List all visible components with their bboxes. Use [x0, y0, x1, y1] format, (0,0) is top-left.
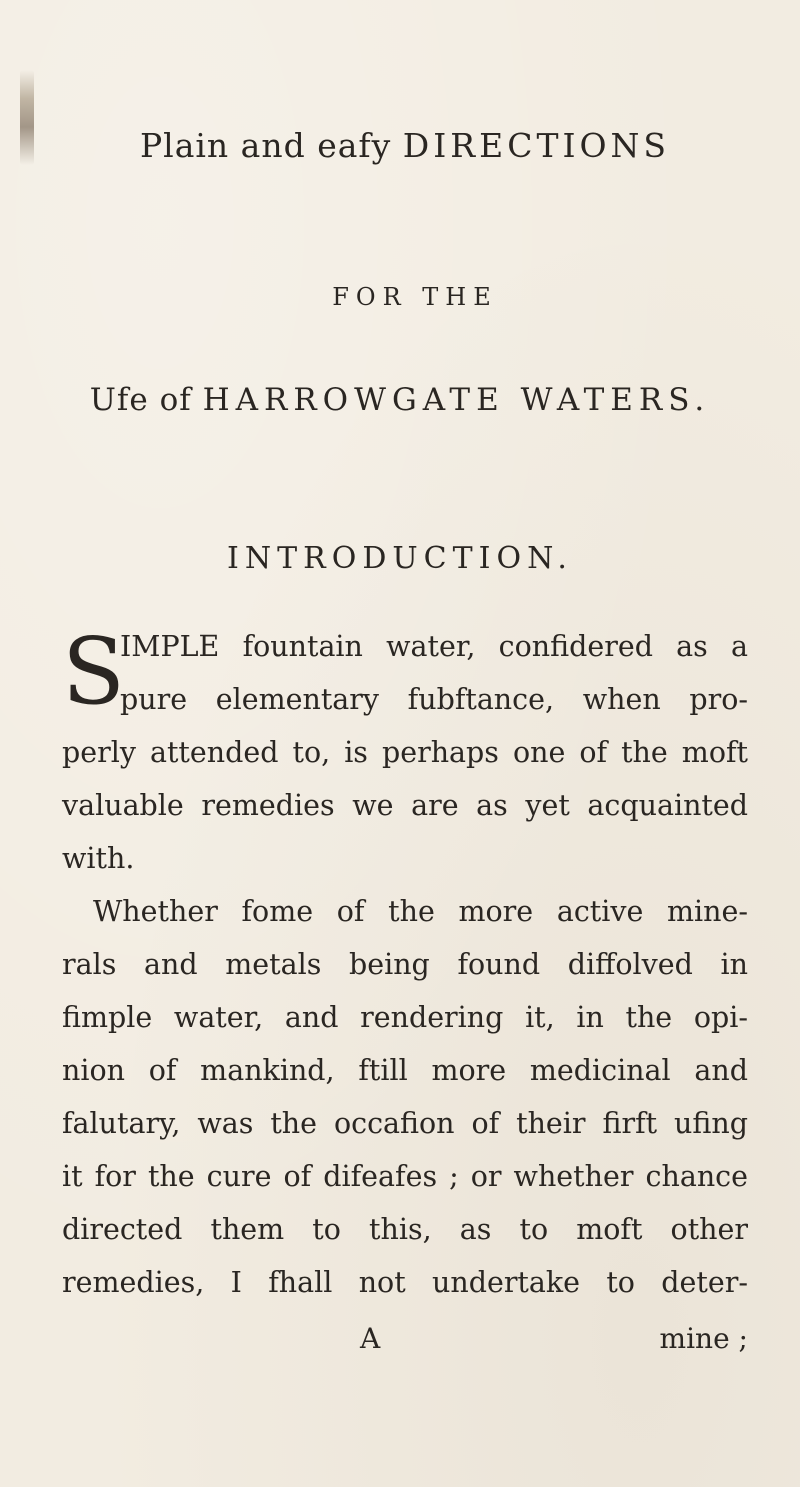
body-text	[62, 618, 748, 1347]
main-title	[0, 126, 800, 165]
text-line: fimple water, and rendering it, in the opi-	[62, 1001, 748, 1034]
title-caps: DIRECTIONS	[402, 126, 671, 165]
catchword: mine ;	[659, 1322, 748, 1355]
title-line-two	[0, 382, 800, 418]
text-line: it for the cure of difeafes ; or whether chance	[62, 1160, 748, 1193]
text-line: with.	[62, 842, 135, 875]
section-heading: INTRODUCTION.	[227, 541, 573, 576]
text-line: directed them to this, as to moft other	[62, 1213, 748, 1246]
page-footer	[62, 1322, 748, 1362]
signature-mark: A	[360, 1322, 381, 1355]
text-line: rals and metals being found diffolved in	[62, 948, 748, 981]
title-prefix: Plain and eafy	[139, 126, 392, 165]
text-line: IMPLE fountain water, confidered as a	[120, 630, 748, 663]
text-line: perly attended to, is perhaps one of the moft	[62, 736, 748, 769]
drop-cap: S	[62, 618, 126, 725]
text-line: pure elementary fubftance, when pro-	[120, 683, 748, 716]
title2-prefix: Ufe of	[89, 382, 192, 418]
subtitle: FOR THE	[332, 283, 498, 311]
text-line: falutary, was the occafion of their firft ufing	[62, 1107, 748, 1140]
title2-caps: HARROWGATE WATERS.	[202, 382, 711, 418]
text-line: Whether fome of the more active mine-	[93, 895, 748, 928]
text-line: remedies, I fhall not undertake to deter-	[62, 1266, 748, 1299]
text-line: valuable remedies we are as yet acquainted	[62, 789, 748, 822]
text-line: nion of mankind, ftill more medicinal and	[62, 1054, 748, 1087]
